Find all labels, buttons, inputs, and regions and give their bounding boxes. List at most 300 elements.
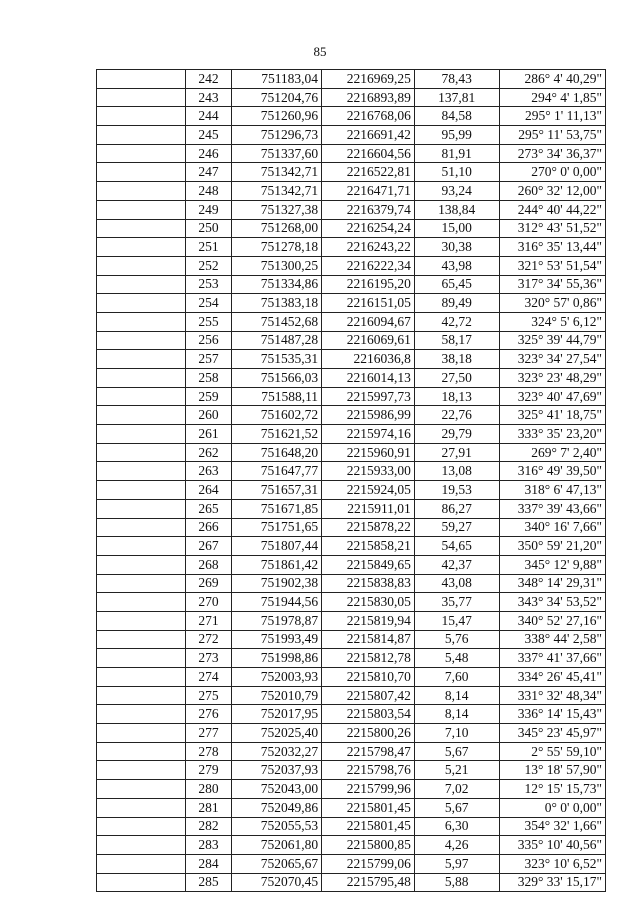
direction-angle-cell: 325° 41' 18,75" bbox=[499, 406, 605, 425]
y-coordinate-cell: 2216768,06 bbox=[322, 107, 415, 126]
table-row bbox=[97, 555, 606, 574]
direction-angle-cell: 323° 10' 6,52" bbox=[499, 854, 605, 873]
y-coordinate-cell: 2215799,96 bbox=[322, 780, 415, 799]
point-number-cell: 247 bbox=[186, 163, 231, 182]
y-coordinate-cell: 2215810,70 bbox=[322, 668, 415, 687]
blank-cell bbox=[97, 88, 186, 107]
x-coordinate-cell: 751487,28 bbox=[231, 331, 321, 350]
distance-cell: 5,76 bbox=[414, 630, 499, 649]
point-number-cell: 257 bbox=[186, 350, 231, 369]
table-row bbox=[97, 70, 606, 89]
distance-cell: 78,43 bbox=[414, 70, 499, 89]
distance-cell: 15,00 bbox=[414, 219, 499, 238]
y-coordinate-cell: 2215814,87 bbox=[322, 630, 415, 649]
point-number-cell: 263 bbox=[186, 462, 231, 481]
blank-cell bbox=[97, 369, 186, 388]
y-coordinate-cell: 2216254,24 bbox=[322, 219, 415, 238]
direction-angle-cell: 335° 10' 40,56" bbox=[499, 836, 605, 855]
distance-cell: 8,14 bbox=[414, 686, 499, 705]
y-coordinate-cell: 2216471,71 bbox=[322, 182, 415, 201]
distance-cell: 4,26 bbox=[414, 836, 499, 855]
point-number-cell: 280 bbox=[186, 780, 231, 799]
distance-cell: 29,79 bbox=[414, 425, 499, 444]
table-row bbox=[97, 854, 606, 873]
x-coordinate-cell: 751337,60 bbox=[231, 144, 321, 163]
direction-angle-cell: 333° 35' 23,20" bbox=[499, 425, 605, 444]
x-coordinate-cell: 751327,38 bbox=[231, 200, 321, 219]
distance-cell: 13,08 bbox=[414, 462, 499, 481]
blank-cell bbox=[97, 107, 186, 126]
blank-cell bbox=[97, 163, 186, 182]
x-coordinate-cell: 752017,95 bbox=[231, 705, 321, 724]
point-number-cell: 270 bbox=[186, 593, 231, 612]
blank-cell bbox=[97, 705, 186, 724]
direction-angle-cell: 337° 39' 43,66" bbox=[499, 499, 605, 518]
distance-cell: 43,08 bbox=[414, 574, 499, 593]
blank-cell bbox=[97, 425, 186, 444]
direction-angle-cell: 345° 12' 9,88" bbox=[499, 555, 605, 574]
distance-cell: 89,49 bbox=[414, 294, 499, 313]
direction-angle-cell: 323° 23' 48,29" bbox=[499, 369, 605, 388]
point-number-cell: 283 bbox=[186, 836, 231, 855]
x-coordinate-cell: 751978,87 bbox=[231, 611, 321, 630]
table-row bbox=[97, 462, 606, 481]
table-row bbox=[97, 107, 606, 126]
table-row bbox=[97, 331, 606, 350]
blank-cell bbox=[97, 144, 186, 163]
y-coordinate-cell: 2215798,76 bbox=[322, 761, 415, 780]
distance-cell: 18,13 bbox=[414, 387, 499, 406]
distance-cell: 7,02 bbox=[414, 780, 499, 799]
direction-angle-cell: 343° 34' 53,52" bbox=[499, 593, 605, 612]
direction-angle-cell: 286° 4' 40,29" bbox=[499, 70, 605, 89]
point-number-cell: 267 bbox=[186, 537, 231, 556]
x-coordinate-cell: 752010,79 bbox=[231, 686, 321, 705]
x-coordinate-cell: 751998,86 bbox=[231, 649, 321, 668]
direction-angle-cell: 334° 26' 45,41" bbox=[499, 668, 605, 687]
x-coordinate-cell: 751535,31 bbox=[231, 350, 321, 369]
direction-angle-cell: 316° 49' 39,50" bbox=[499, 462, 605, 481]
y-coordinate-cell: 2215800,26 bbox=[322, 724, 415, 743]
blank-cell bbox=[97, 387, 186, 406]
x-coordinate-cell: 752065,67 bbox=[231, 854, 321, 873]
y-coordinate-cell: 2216379,74 bbox=[322, 200, 415, 219]
distance-cell: 27,50 bbox=[414, 369, 499, 388]
point-number-cell: 243 bbox=[186, 88, 231, 107]
blank-cell bbox=[97, 873, 186, 892]
blank-cell bbox=[97, 854, 186, 873]
distance-cell: 138,84 bbox=[414, 200, 499, 219]
point-number-cell: 274 bbox=[186, 668, 231, 687]
table-row bbox=[97, 238, 606, 257]
y-coordinate-cell: 2216094,67 bbox=[322, 312, 415, 331]
y-coordinate-cell: 2216893,89 bbox=[322, 88, 415, 107]
distance-cell: 42,37 bbox=[414, 555, 499, 574]
direction-angle-cell: 340° 16' 7,66" bbox=[499, 518, 605, 537]
x-coordinate-cell: 751296,73 bbox=[231, 126, 321, 145]
distance-cell: 84,58 bbox=[414, 107, 499, 126]
x-coordinate-cell: 751278,18 bbox=[231, 238, 321, 257]
y-coordinate-cell: 2216222,34 bbox=[322, 256, 415, 275]
distance-cell: 19,53 bbox=[414, 481, 499, 500]
point-number-cell: 256 bbox=[186, 331, 231, 350]
point-number-cell: 277 bbox=[186, 724, 231, 743]
distance-cell: 27,91 bbox=[414, 443, 499, 462]
x-coordinate-cell: 752061,80 bbox=[231, 836, 321, 855]
table-row bbox=[97, 275, 606, 294]
point-number-cell: 242 bbox=[186, 70, 231, 89]
x-coordinate-cell: 751647,77 bbox=[231, 462, 321, 481]
distance-cell: 22,76 bbox=[414, 406, 499, 425]
x-coordinate-cell: 751648,20 bbox=[231, 443, 321, 462]
blank-cell bbox=[97, 630, 186, 649]
point-number-cell: 269 bbox=[186, 574, 231, 593]
distance-cell: 54,65 bbox=[414, 537, 499, 556]
y-coordinate-cell: 2215807,42 bbox=[322, 686, 415, 705]
direction-angle-cell: 323° 40' 47,69" bbox=[499, 387, 605, 406]
point-number-cell: 246 bbox=[186, 144, 231, 163]
point-number-cell: 271 bbox=[186, 611, 231, 630]
x-coordinate-cell: 751204,76 bbox=[231, 88, 321, 107]
distance-cell: 42,72 bbox=[414, 312, 499, 331]
y-coordinate-cell: 2216036,8 bbox=[322, 350, 415, 369]
distance-cell: 38,18 bbox=[414, 350, 499, 369]
y-coordinate-cell: 2216069,61 bbox=[322, 331, 415, 350]
blank-cell bbox=[97, 649, 186, 668]
table-row bbox=[97, 649, 606, 668]
x-coordinate-cell: 752043,00 bbox=[231, 780, 321, 799]
direction-angle-cell: 294° 4' 1,85" bbox=[499, 88, 605, 107]
point-number-cell: 262 bbox=[186, 443, 231, 462]
y-coordinate-cell: 2216151,05 bbox=[322, 294, 415, 313]
x-coordinate-cell: 751657,31 bbox=[231, 481, 321, 500]
blank-cell bbox=[97, 817, 186, 836]
table-row bbox=[97, 724, 606, 743]
blank-cell bbox=[97, 70, 186, 89]
table-row bbox=[97, 88, 606, 107]
table-row bbox=[97, 499, 606, 518]
x-coordinate-cell: 751588,11 bbox=[231, 387, 321, 406]
distance-cell: 5,67 bbox=[414, 742, 499, 761]
y-coordinate-cell: 2215800,85 bbox=[322, 836, 415, 855]
point-number-cell: 259 bbox=[186, 387, 231, 406]
point-number-cell: 258 bbox=[186, 369, 231, 388]
blank-cell bbox=[97, 481, 186, 500]
x-coordinate-cell: 752049,86 bbox=[231, 798, 321, 817]
x-coordinate-cell: 751751,65 bbox=[231, 518, 321, 537]
x-coordinate-cell: 751621,52 bbox=[231, 425, 321, 444]
table-row bbox=[97, 144, 606, 163]
point-number-cell: 266 bbox=[186, 518, 231, 537]
y-coordinate-cell: 2215858,21 bbox=[322, 537, 415, 556]
y-coordinate-cell: 2216195,20 bbox=[322, 275, 415, 294]
blank-cell bbox=[97, 350, 186, 369]
direction-angle-cell: 0° 0' 0,00" bbox=[499, 798, 605, 817]
blank-cell bbox=[97, 742, 186, 761]
x-coordinate-cell: 752032,27 bbox=[231, 742, 321, 761]
y-coordinate-cell: 2215986,99 bbox=[322, 406, 415, 425]
distance-cell: 81,91 bbox=[414, 144, 499, 163]
point-number-cell: 252 bbox=[186, 256, 231, 275]
blank-cell bbox=[97, 331, 186, 350]
y-coordinate-cell: 2215795,48 bbox=[322, 873, 415, 892]
x-coordinate-cell: 751566,03 bbox=[231, 369, 321, 388]
distance-cell: 5,67 bbox=[414, 798, 499, 817]
direction-angle-cell: 260° 32' 12,00" bbox=[499, 182, 605, 201]
distance-cell: 5,97 bbox=[414, 854, 499, 873]
point-number-cell: 255 bbox=[186, 312, 231, 331]
point-number-cell: 253 bbox=[186, 275, 231, 294]
table-row bbox=[97, 182, 606, 201]
blank-cell bbox=[97, 780, 186, 799]
distance-cell: 65,45 bbox=[414, 275, 499, 294]
page-number: 85 bbox=[313, 44, 327, 59]
blank-cell bbox=[97, 294, 186, 313]
blank-cell bbox=[97, 724, 186, 743]
y-coordinate-cell: 2215801,45 bbox=[322, 817, 415, 836]
point-number-cell: 281 bbox=[186, 798, 231, 817]
y-coordinate-cell: 2216691,42 bbox=[322, 126, 415, 145]
blank-cell bbox=[97, 555, 186, 574]
blank-cell bbox=[97, 443, 186, 462]
table-row bbox=[97, 369, 606, 388]
table-row bbox=[97, 350, 606, 369]
x-coordinate-cell: 752025,40 bbox=[231, 724, 321, 743]
direction-angle-cell: 323° 34' 27,54" bbox=[499, 350, 605, 369]
table-row bbox=[97, 518, 606, 537]
distance-cell: 43,98 bbox=[414, 256, 499, 275]
direction-angle-cell: 244° 40' 44,22" bbox=[499, 200, 605, 219]
point-number-cell: 260 bbox=[186, 406, 231, 425]
x-coordinate-cell: 751671,85 bbox=[231, 499, 321, 518]
table-row bbox=[97, 630, 606, 649]
table-row bbox=[97, 611, 606, 630]
direction-angle-cell: 345° 23' 45,97" bbox=[499, 724, 605, 743]
distance-cell: 5,21 bbox=[414, 761, 499, 780]
point-number-cell: 244 bbox=[186, 107, 231, 126]
y-coordinate-cell: 2215838,83 bbox=[322, 574, 415, 593]
x-coordinate-cell: 752070,45 bbox=[231, 873, 321, 892]
blank-cell bbox=[97, 761, 186, 780]
table-row bbox=[97, 836, 606, 855]
direction-angle-cell: 324° 5' 6,12" bbox=[499, 312, 605, 331]
table-row bbox=[97, 668, 606, 687]
direction-angle-cell: 295° 11' 53,75" bbox=[499, 126, 605, 145]
point-number-cell: 251 bbox=[186, 238, 231, 257]
point-number-cell: 273 bbox=[186, 649, 231, 668]
table-row bbox=[97, 219, 606, 238]
blank-cell bbox=[97, 462, 186, 481]
direction-angle-cell: 329° 33' 15,17" bbox=[499, 873, 605, 892]
blank-cell bbox=[97, 798, 186, 817]
blank-cell bbox=[97, 406, 186, 425]
x-coordinate-cell: 751944,56 bbox=[231, 593, 321, 612]
point-number-cell: 284 bbox=[186, 854, 231, 873]
coordinates-table bbox=[96, 69, 606, 892]
blank-cell bbox=[97, 593, 186, 612]
point-number-cell: 245 bbox=[186, 126, 231, 145]
distance-cell: 6,30 bbox=[414, 817, 499, 836]
direction-angle-cell: 318° 6' 47,13" bbox=[499, 481, 605, 500]
y-coordinate-cell: 2215801,45 bbox=[322, 798, 415, 817]
y-coordinate-cell: 2215997,73 bbox=[322, 387, 415, 406]
blank-cell bbox=[97, 126, 186, 145]
y-coordinate-cell: 2215849,65 bbox=[322, 555, 415, 574]
direction-angle-cell: 321° 53' 51,54" bbox=[499, 256, 605, 275]
table-row bbox=[97, 705, 606, 724]
y-coordinate-cell: 2216243,22 bbox=[322, 238, 415, 257]
distance-cell: 7,10 bbox=[414, 724, 499, 743]
point-number-cell: 265 bbox=[186, 499, 231, 518]
table-row bbox=[97, 574, 606, 593]
y-coordinate-cell: 2215819,94 bbox=[322, 611, 415, 630]
direction-angle-cell: 340° 52' 27,16" bbox=[499, 611, 605, 630]
direction-angle-cell: 270° 0' 0,00" bbox=[499, 163, 605, 182]
distance-cell: 95,99 bbox=[414, 126, 499, 145]
blank-cell bbox=[97, 219, 186, 238]
y-coordinate-cell: 2215798,47 bbox=[322, 742, 415, 761]
table-row bbox=[97, 537, 606, 556]
point-number-cell: 272 bbox=[186, 630, 231, 649]
blank-cell bbox=[97, 312, 186, 331]
point-number-cell: 282 bbox=[186, 817, 231, 836]
table-row bbox=[97, 817, 606, 836]
table-body bbox=[97, 70, 606, 892]
blank-cell bbox=[97, 668, 186, 687]
table-row bbox=[97, 873, 606, 892]
table-row bbox=[97, 593, 606, 612]
table-row bbox=[97, 443, 606, 462]
table-row bbox=[97, 294, 606, 313]
x-coordinate-cell: 752055,53 bbox=[231, 817, 321, 836]
direction-angle-cell: 336° 14' 15,43" bbox=[499, 705, 605, 724]
direction-angle-cell: 317° 34' 55,36" bbox=[499, 275, 605, 294]
direction-angle-cell: 12° 15' 15,73" bbox=[499, 780, 605, 799]
y-coordinate-cell: 2215933,00 bbox=[322, 462, 415, 481]
y-coordinate-cell: 2215974,16 bbox=[322, 425, 415, 444]
distance-cell: 15,47 bbox=[414, 611, 499, 630]
point-number-cell: 264 bbox=[186, 481, 231, 500]
distance-cell: 8,14 bbox=[414, 705, 499, 724]
direction-angle-cell: 350° 59' 21,20" bbox=[499, 537, 605, 556]
y-coordinate-cell: 2216014,13 bbox=[322, 369, 415, 388]
distance-cell: 137,81 bbox=[414, 88, 499, 107]
x-coordinate-cell: 752037,93 bbox=[231, 761, 321, 780]
blank-cell bbox=[97, 200, 186, 219]
x-coordinate-cell: 751342,71 bbox=[231, 182, 321, 201]
y-coordinate-cell: 2216969,25 bbox=[322, 70, 415, 89]
point-number-cell: 268 bbox=[186, 555, 231, 574]
direction-angle-cell: 273° 34' 36,37" bbox=[499, 144, 605, 163]
x-coordinate-cell: 752003,93 bbox=[231, 668, 321, 687]
table-row bbox=[97, 686, 606, 705]
direction-angle-cell: 269° 7' 2,40" bbox=[499, 443, 605, 462]
point-number-cell: 248 bbox=[186, 182, 231, 201]
table-row bbox=[97, 761, 606, 780]
point-number-cell: 261 bbox=[186, 425, 231, 444]
y-coordinate-cell: 2215911,01 bbox=[322, 499, 415, 518]
x-coordinate-cell: 751300,25 bbox=[231, 256, 321, 275]
direction-angle-cell: 312° 43' 51,52" bbox=[499, 219, 605, 238]
y-coordinate-cell: 2215830,05 bbox=[322, 593, 415, 612]
table-row bbox=[97, 425, 606, 444]
table-row bbox=[97, 163, 606, 182]
table-row bbox=[97, 780, 606, 799]
x-coordinate-cell: 751383,18 bbox=[231, 294, 321, 313]
y-coordinate-cell: 2215960,91 bbox=[322, 443, 415, 462]
table-row bbox=[97, 256, 606, 275]
point-number-cell: 250 bbox=[186, 219, 231, 238]
x-coordinate-cell: 751452,68 bbox=[231, 312, 321, 331]
x-coordinate-cell: 751861,42 bbox=[231, 555, 321, 574]
blank-cell bbox=[97, 611, 186, 630]
distance-cell: 7,60 bbox=[414, 668, 499, 687]
x-coordinate-cell: 751268,00 bbox=[231, 219, 321, 238]
x-coordinate-cell: 751807,44 bbox=[231, 537, 321, 556]
table-row bbox=[97, 481, 606, 500]
distance-cell: 58,17 bbox=[414, 331, 499, 350]
distance-cell: 5,48 bbox=[414, 649, 499, 668]
table-row bbox=[97, 406, 606, 425]
direction-angle-cell: 337° 41' 37,66" bbox=[499, 649, 605, 668]
point-number-cell: 249 bbox=[186, 200, 231, 219]
x-coordinate-cell: 751342,71 bbox=[231, 163, 321, 182]
direction-angle-cell: 316° 35' 13,44" bbox=[499, 238, 605, 257]
blank-cell bbox=[97, 238, 186, 257]
blank-cell bbox=[97, 537, 186, 556]
y-coordinate-cell: 2215799,06 bbox=[322, 854, 415, 873]
y-coordinate-cell: 2215924,05 bbox=[322, 481, 415, 500]
direction-angle-cell: 13° 18' 57,90" bbox=[499, 761, 605, 780]
table-row bbox=[97, 798, 606, 817]
direction-angle-cell: 295° 1' 11,13" bbox=[499, 107, 605, 126]
distance-cell: 5,88 bbox=[414, 873, 499, 892]
direction-angle-cell: 320° 57' 0,86" bbox=[499, 294, 605, 313]
distance-cell: 93,24 bbox=[414, 182, 499, 201]
direction-angle-cell: 325° 39' 44,79" bbox=[499, 331, 605, 350]
direction-angle-cell: 338° 44' 2,58" bbox=[499, 630, 605, 649]
x-coordinate-cell: 751602,72 bbox=[231, 406, 321, 425]
x-coordinate-cell: 751993,49 bbox=[231, 630, 321, 649]
x-coordinate-cell: 751334,86 bbox=[231, 275, 321, 294]
x-coordinate-cell: 751260,96 bbox=[231, 107, 321, 126]
table-row bbox=[97, 126, 606, 145]
blank-cell bbox=[97, 499, 186, 518]
distance-cell: 51,10 bbox=[414, 163, 499, 182]
blank-cell bbox=[97, 256, 186, 275]
table-row bbox=[97, 200, 606, 219]
blank-cell bbox=[97, 518, 186, 537]
point-number-cell: 276 bbox=[186, 705, 231, 724]
table-row bbox=[97, 387, 606, 406]
blank-cell bbox=[97, 836, 186, 855]
direction-angle-cell: 348° 14' 29,31" bbox=[499, 574, 605, 593]
direction-angle-cell: 354° 32' 1,66" bbox=[499, 817, 605, 836]
blank-cell bbox=[97, 686, 186, 705]
point-number-cell: 275 bbox=[186, 686, 231, 705]
distance-cell: 86,27 bbox=[414, 499, 499, 518]
direction-angle-cell: 2° 55' 59,10" bbox=[499, 742, 605, 761]
x-coordinate-cell: 751902,38 bbox=[231, 574, 321, 593]
y-coordinate-cell: 2216522,81 bbox=[322, 163, 415, 182]
blank-cell bbox=[97, 574, 186, 593]
y-coordinate-cell: 2215803,54 bbox=[322, 705, 415, 724]
distance-cell: 59,27 bbox=[414, 518, 499, 537]
blank-cell bbox=[97, 182, 186, 201]
table-row bbox=[97, 742, 606, 761]
y-coordinate-cell: 2215878,22 bbox=[322, 518, 415, 537]
point-number-cell: 279 bbox=[186, 761, 231, 780]
